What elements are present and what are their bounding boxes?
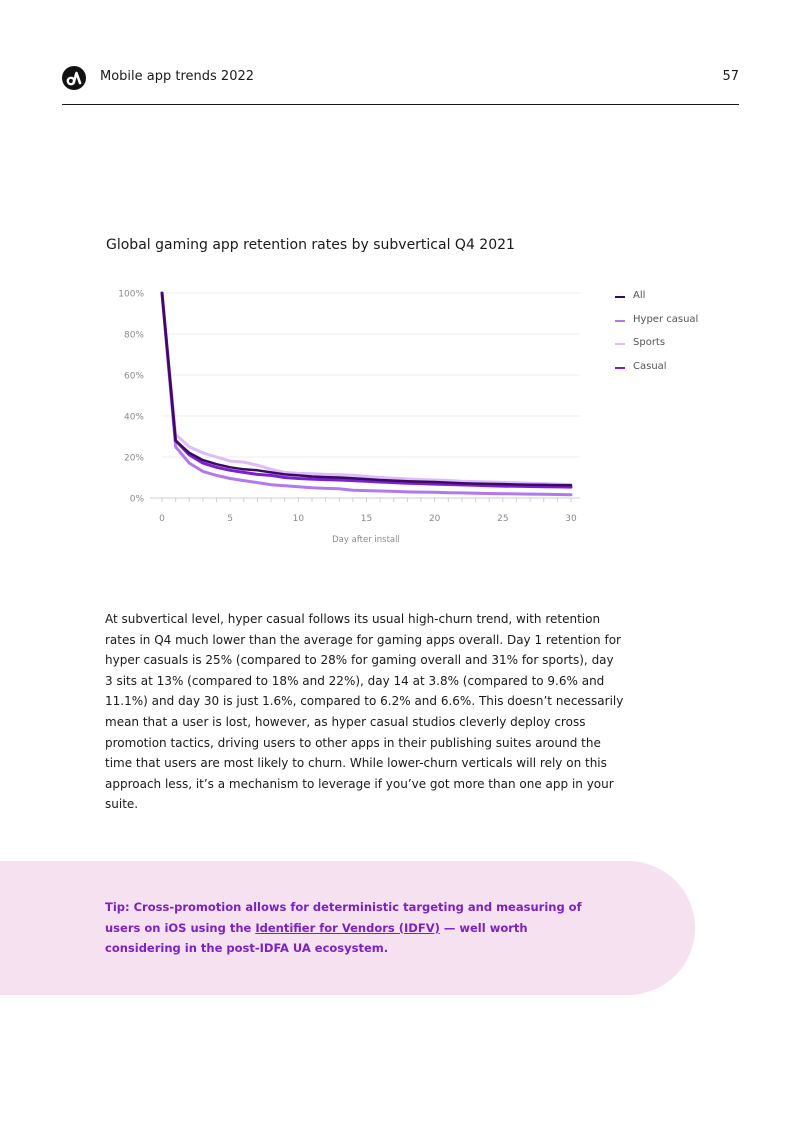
legend-swatch [615, 367, 625, 369]
x-tick-label: 25 [497, 514, 509, 524]
y-tick-label: 40% [123, 412, 144, 423]
y-tick-label: 100% [118, 289, 144, 300]
legend-label: Hyper casual [633, 313, 699, 325]
page-number: 57 [722, 69, 739, 84]
y-tick-label: 0% [129, 494, 144, 505]
legend-swatch [615, 320, 625, 322]
y-tick-label: 20% [123, 453, 144, 464]
y-tick-label: 60% [123, 371, 144, 382]
x-tick-label: 30 [565, 514, 577, 524]
legend-label: All [633, 290, 646, 301]
x-tick-label: 5 [227, 514, 234, 524]
tip-text-before: Tip: Cross-promotion allows for deterministic targeting and measuring of users on iOS using the [105, 900, 582, 935]
x-tick-label: 20 [428, 514, 441, 524]
legend-swatch [615, 296, 625, 298]
legend-swatch [615, 343, 625, 345]
document-title: Mobile app trends 2022 [100, 69, 255, 84]
x-tick-label: 0 [159, 514, 165, 524]
body-paragraph: At subvertical level, hyper casual follows its usual high-churn trend, with retention rates in Q4 much lower than the average for gaming apps overall. Day 1 retention for hyper casuals is 25% (compared to 28% for gaming overall and 31% for sports), day 3 sits at 13% (compared to 18% and 22%), day 14 at 3.8% (compared to 9.6% and 11.1%) and day 30 is just 1.6%, compared to 6.2% and 6.6%. This doesn’t necessarily mean that a user is lost, however, as hyper casual studios cleverly deploy cross promotion tactics, driving users to other apps in their publishing suites around the time that users are most likely to churn. While lower-churn verticals will rely on this approach less, it’s a mechanism to leverage if you’ve got more than one app in your suite. [105, 612, 624, 812]
series-line-sports [162, 293, 571, 485]
idfv-link[interactable]: Identifier for Vendors (IDFV) [255, 920, 440, 935]
chart-title: Global gaming app retention rates by subvertical Q4 2021 [106, 237, 515, 253]
y-tick-label: 80% [123, 330, 144, 341]
retention-line-chart [0, 0, 800, 560]
legend-label: Sports [633, 337, 666, 348]
x-tick-label: 10 [292, 514, 305, 524]
series-line-all [162, 293, 571, 485]
series-line-hyper-casual [162, 293, 571, 495]
tip-text [105, 897, 595, 959]
x-axis-label: Day after install [332, 535, 400, 545]
legend-label: Casual [633, 360, 667, 372]
tip-text-after: — well worth considering in the post-IDFA UA ecosystem. [105, 920, 528, 955]
x-tick-label: 15 [360, 514, 373, 524]
